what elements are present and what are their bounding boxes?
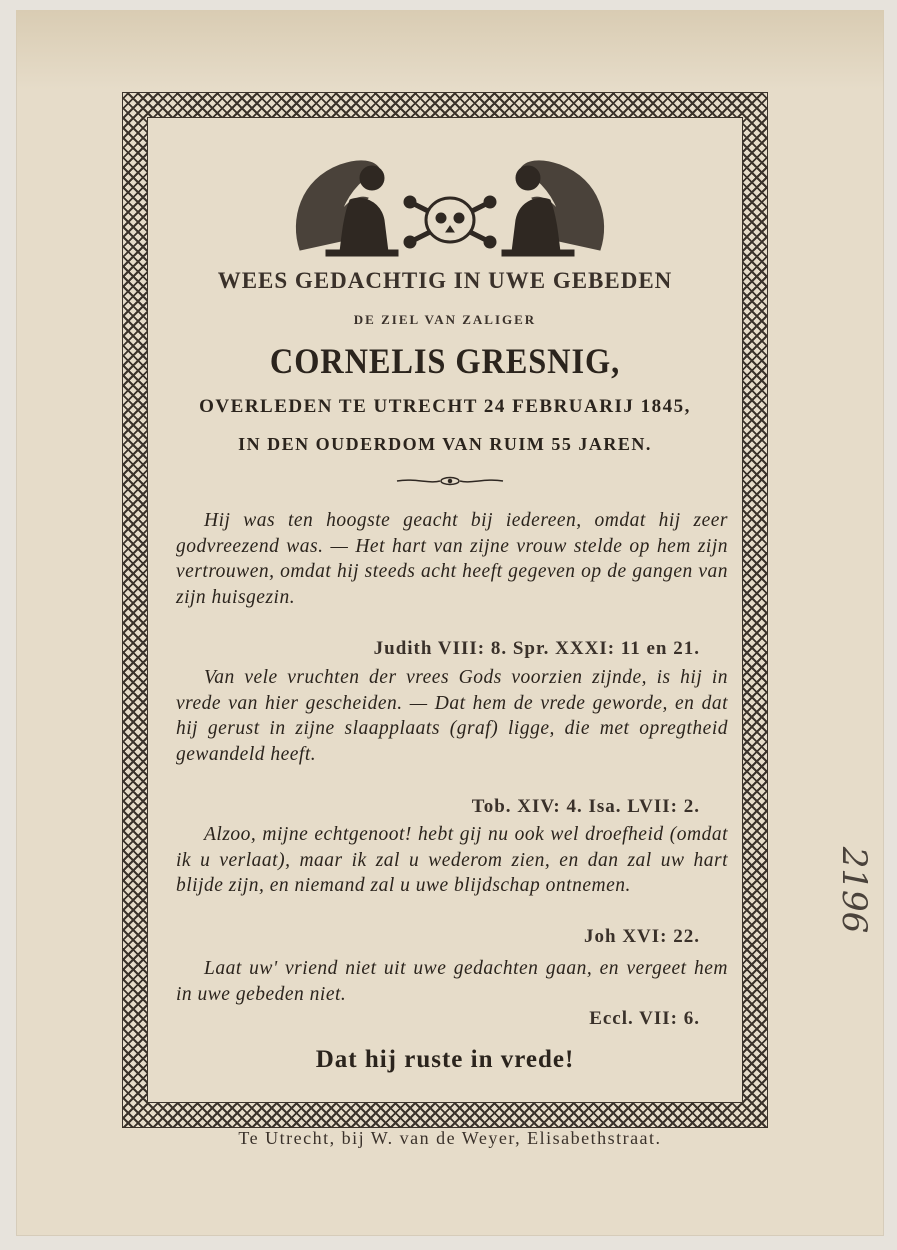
angels-skull-crossbones-icon [280,140,620,260]
age-line: IN DEN OUDERDOM VAN RUIM 55 JAREN. [238,434,652,454]
subheading: DE ZIEL VAN ZALIGER [353,312,537,327]
verse-2: Van vele vruchten der vrees Gods voorzien zijnde, is hij in vrede van hier gescheiden. — Dat hem de vrede geworde, en dat hij gerust in zijne slaapplaats (graf) ligge, die met opregtheid gewandeld heeft. [176,667,728,765]
scroll-divider-icon [395,476,505,486]
handwritten-note [808,830,878,950]
death-line: OVERLEDEN TE UTRECHT 24 FEBRUARIJ 1845, [199,396,691,417]
handwritten-number: 2196 [834,846,874,934]
verse-3-reference: Joh XVI: 22. [584,926,700,947]
verse-2-reference: Tob. XIV: 4. Isa. LVII: 2. [471,796,700,817]
card-content [150,120,740,1100]
heading: WEES GEDACHTIG IN UWE GEBEDEN [217,268,673,293]
deceased-name: CORNELIS GRESNIG, [269,341,621,381]
verse-4: Laat uw' vriend niet uit uwe gedachten gaan, en vergeet hem in uwe gebeden niet. [176,958,728,1005]
verse-3: Alzoo, mijne echtgenoot! hebt gij nu ook wel droefheid (omdat ik u verlaat), maar ik zal u wederom zien, en dan zal uw hart blijde zijn, en niemand zal u uwe blijdschap ontnemen. [176,824,728,896]
verse-1: Hij was ten hoogste geacht bij iedereen, omdat hij zeer godvreezend was. — Het hart van zijne vrouw stelde op hem zijn vertrouwen, omdat hij steeds acht heeft gegeven op de gangen van zijn huisgezin. [176,510,728,608]
paper-stain [16,10,884,90]
verse-1-reference: Judith VIII: 8. Spr. XXXI: 11 en 21. [373,638,700,659]
printer-imprint: Te Utrecht, bij W. van de Weyer, Elisabethstraat. [238,1128,662,1148]
verse-4-reference: Eccl. VII: 6. [589,1008,700,1029]
closing-line: Dat hij ruste in vrede! [315,1046,575,1073]
